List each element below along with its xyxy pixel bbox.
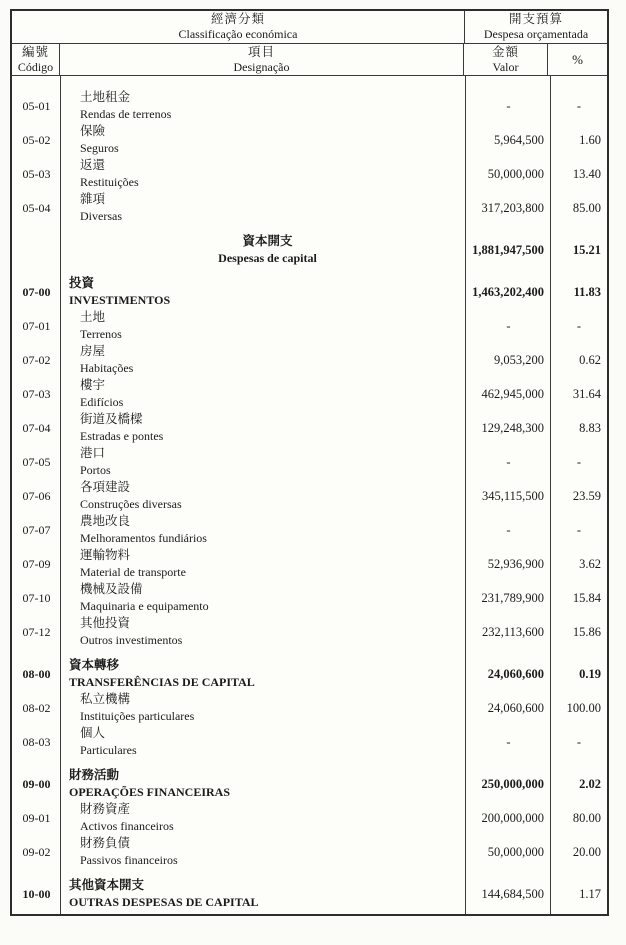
row-label-pt: TRANSFERÊNCIAS DE CAPITAL [69,675,255,689]
table-row [12,89,607,123]
header-budgeted-expense-pt: Despesa orçamentada [483,27,589,41]
header-economic-classification [12,11,465,43]
row-value: 24,060,600 [487,666,544,681]
table-row [12,547,607,581]
row-percent: - [576,98,582,113]
row-percent: - [576,454,582,469]
row-code [12,233,61,267]
row-code: 07-04 [22,420,51,435]
row-designation [61,801,466,835]
row-value: 1,881,947,500 [472,242,544,257]
row-label-zh: 土地租金 [80,90,131,104]
row-label-pt: Activos financeiros [80,819,174,833]
row-designation [61,275,466,309]
table-row [12,343,607,377]
row-code: 09-00 [22,776,51,791]
row-percent: - [576,318,582,333]
row-label-pt: Passivos financeiros [80,853,178,867]
row-designation [61,89,466,123]
row-percent: - [576,522,582,537]
table-row [12,411,607,445]
column-header-designation-zh: 項目 [247,44,275,59]
row-label-zh: 機械及設備 [80,582,143,596]
table-row [12,157,607,191]
row-designation [61,767,466,801]
header-budgeted-expense [465,11,607,43]
row-label-zh: 私立機構 [80,692,131,706]
row-code: 07-07 [22,522,51,537]
row-designation [61,835,466,869]
row-code: 07-12 [22,624,51,639]
row-designation [61,233,466,267]
table-row [12,445,607,479]
table-row [12,725,607,759]
row-designation [61,547,466,581]
row-label-zh: 街道及橋樑 [80,412,143,426]
row-value: 200,000,000 [481,810,544,825]
row-percent: 85.00 [572,200,601,215]
row-label-pt: Restituições [80,175,139,189]
table-row [12,801,607,835]
row-percent: 1.60 [579,132,601,147]
row-code: 07-02 [22,352,51,367]
column-divider-percent [550,76,551,914]
row-label-pt: Rendas de terrenos [80,107,172,121]
row-value: - [506,98,511,113]
table-row [12,377,607,411]
row-code: 09-02 [22,844,51,859]
row-label-zh: 其他投資 [80,616,131,630]
row-label-zh: 運輸物料 [80,548,131,562]
row-percent: 100.00 [566,700,601,715]
row-percent: 13.40 [572,166,601,181]
column-header-designation-pt: Designação [233,59,290,74]
row-designation [61,445,466,479]
row-designation [61,657,466,691]
table-row [12,615,607,649]
row-value: 52,936,900 [487,556,544,571]
row-value: - [506,454,511,469]
table-row [12,513,607,547]
row-label-pt: Despesas de capital [218,251,317,265]
column-header-value [464,44,548,75]
budget-table [10,9,609,916]
row-designation [61,725,466,759]
row-percent: 11.83 [573,284,601,299]
row-label-pt: Habitações [80,361,134,375]
row-code: 07-05 [22,454,51,469]
row-value: 144,684,500 [481,886,544,901]
row-percent: 15.84 [572,590,601,605]
table-row [12,691,607,725]
row-value: 345,115,500 [481,488,544,503]
row-label-zh: 財務負債 [80,836,131,850]
row-value: 24,060,600 [487,700,544,715]
row-value: 1,463,202,400 [472,284,544,299]
table-header-columns [12,44,607,76]
row-value: - [506,318,511,333]
row-label-zh: 房屋 [80,344,106,358]
row-designation [61,157,466,191]
row-label-pt: OUTRAS DESPESAS DE CAPITAL [69,895,259,909]
column-header-code-zh: 編號 [21,44,49,59]
column-header-code-pt: Código [17,59,54,74]
table-row [12,877,607,911]
row-label-zh: 樓宇 [80,378,106,392]
row-value: - [506,522,511,537]
column-header-designation [60,44,464,75]
table-row [12,657,607,691]
row-label-pt: Estradas e pontes [80,429,164,443]
row-label-zh: 港口 [80,446,106,460]
row-percent: 1.17 [579,886,601,901]
row-code: 09-01 [22,810,51,825]
table-row [12,123,607,157]
row-designation [61,581,466,615]
row-value: - [506,734,511,749]
row-designation [61,513,466,547]
row-percent: 80.00 [572,810,601,825]
row-percent: 2.02 [579,776,601,791]
row-code: 07-00 [22,284,51,299]
row-designation [61,691,466,725]
row-value: 50,000,000 [487,844,544,859]
row-label-pt: Particulares [80,743,137,757]
row-code: 08-00 [22,666,51,681]
column-divider-code [60,76,61,914]
row-label-pt: Seguros [80,141,119,155]
row-code: 07-06 [22,488,51,503]
table-row [12,191,607,225]
table-header-groups [12,11,607,44]
header-economic-classification-pt: Classificação económica [178,27,298,41]
row-code: 05-02 [22,132,51,147]
row-label-pt: Terrenos [80,327,122,341]
row-value: 231,789,900 [481,590,544,605]
row-label-pt: Construções diversas [80,497,182,511]
row-label-zh: 資本開支 [242,234,293,248]
row-designation [61,377,466,411]
row-percent: 8.83 [579,420,601,435]
row-value: 250,000,000 [481,776,544,791]
row-designation [61,123,466,157]
row-label-pt: INVESTIMENTOS [69,293,171,307]
column-header-code [12,44,60,75]
row-label-pt: Maquinaria e equipamento [80,599,209,613]
row-label-zh: 返還 [80,158,106,172]
row-value: 50,000,000 [487,166,544,181]
row-value: 9,053,200 [494,352,544,367]
row-label-pt: Edifícios [80,395,124,409]
row-code: 07-10 [22,590,51,605]
row-designation [61,615,466,649]
row-code: 08-03 [22,734,51,749]
row-percent: - [576,734,582,749]
header-economic-classification-zh: 經濟分類 [210,12,265,26]
row-percent: 0.62 [579,352,601,367]
row-percent: 0.19 [579,666,601,681]
column-header-value-pt: Valor [492,59,519,74]
row-designation [61,479,466,513]
row-label-pt: Outros investimentos [80,633,183,647]
row-label-pt: OPERAÇÕES FINANCEIRAS [69,785,231,799]
row-percent: 23.59 [572,488,601,503]
row-percent: 15.21 [572,242,601,257]
row-label-pt: Portos [80,463,111,477]
column-divider-value [465,76,466,914]
row-value: 129,248,300 [481,420,544,435]
row-label-pt: Melhoramentos fundiários [80,531,207,545]
row-label-zh: 雜項 [80,192,106,206]
row-value: 232,113,600 [481,624,544,639]
row-value: 317,203,800 [481,200,544,215]
table-row [12,835,607,869]
row-code: 07-01 [22,318,51,333]
table-row [12,275,607,309]
row-label-zh: 各項建設 [80,480,131,494]
row-label-zh: 資本轉移 [69,658,120,672]
column-header-percent [548,44,607,75]
column-header-value-zh: 金額 [491,44,519,59]
row-code: 05-04 [22,200,51,215]
row-percent: 3.62 [579,556,601,571]
row-designation [61,309,466,343]
row-value: 462,945,000 [481,386,544,401]
row-label-pt: Diversas [80,209,122,223]
row-code: 10-00 [22,886,51,901]
row-percent: 20.00 [572,844,601,859]
header-budgeted-expense-zh: 開支預算 [508,12,563,26]
row-code: 05-03 [22,166,51,181]
row-label-zh: 其他資本開支 [69,878,145,892]
row-percent: 15.86 [572,624,601,639]
row-label-zh: 農地改良 [80,514,131,528]
row-label-zh: 保險 [80,124,106,138]
row-code: 07-09 [22,556,51,571]
row-label-pt: Material de transporte [80,565,186,579]
row-code: 07-03 [22,386,51,401]
row-designation [61,411,466,445]
row-designation [61,877,466,911]
row-label-zh: 財務活動 [69,768,120,782]
table-row [12,479,607,513]
table-body [12,76,607,914]
table-row [12,767,607,801]
row-label-zh: 財務資產 [80,802,131,816]
row-code: 05-01 [22,98,51,113]
row-label-zh: 投資 [69,276,95,290]
table-row [12,309,607,343]
row-percent: 31.64 [572,386,601,401]
row-label-zh: 個人 [80,726,106,740]
table-row [12,233,607,267]
row-code: 08-02 [22,700,51,715]
row-label-zh: 土地 [80,310,106,324]
row-label-pt: Instituições particulares [80,709,195,723]
column-header-percent-sign: % [572,52,583,67]
row-designation [61,191,466,225]
table-row [12,581,607,615]
row-value: 5,964,500 [494,132,544,147]
row-designation [61,343,466,377]
